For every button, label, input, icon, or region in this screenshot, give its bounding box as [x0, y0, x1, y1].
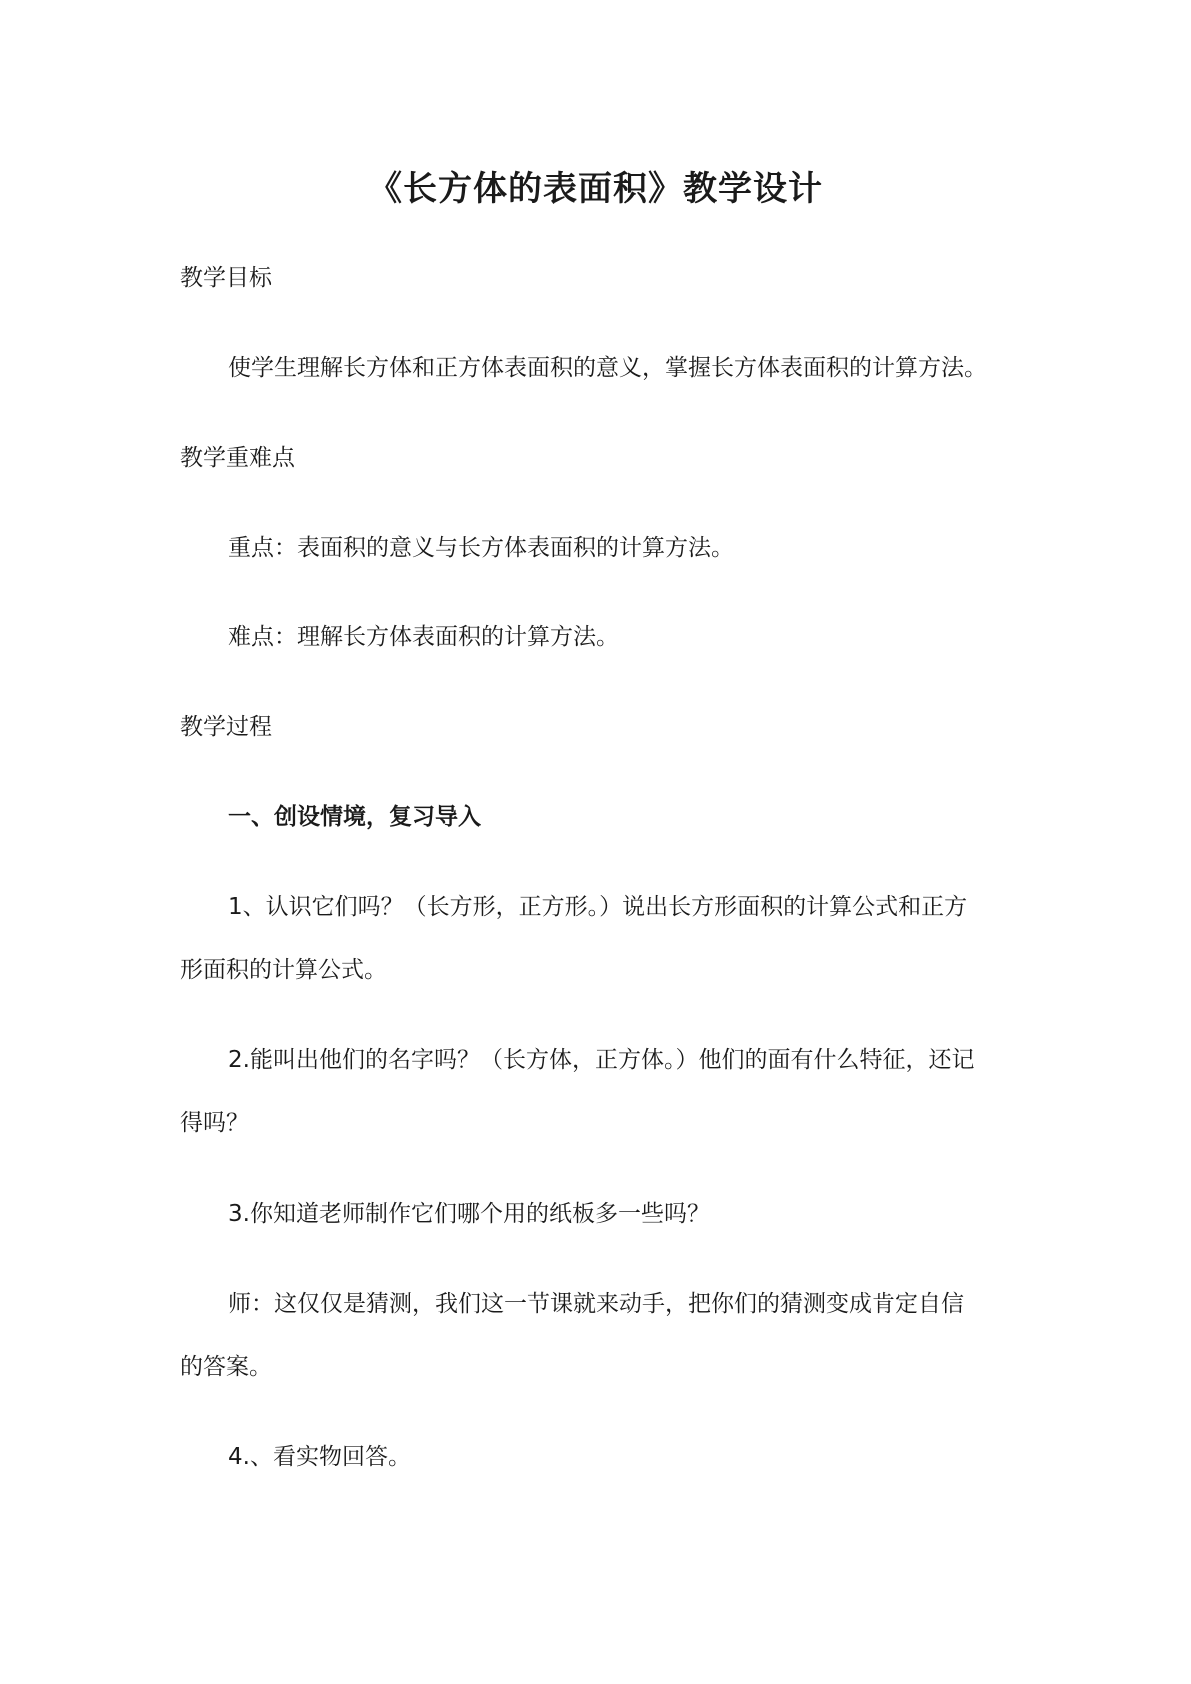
objectives-text: 使学生理解长方体和正方体表面积的意义，掌握长方体表面积的计算方法。	[228, 355, 987, 381]
document-title: 《长方体的表面积》教学设计	[368, 169, 823, 209]
item2-line1: 2.能叫出他们的名字吗？（长方体，正方体。）他们的面有什么特征，还记	[228, 1047, 975, 1073]
teacher-line1: 师：这仅仅是猜测，我们这一节课就来动手，把你们的猜测变成肯定自信	[228, 1291, 964, 1317]
difficult-point-text: 难点：理解长方体表面积的计算方法。	[228, 624, 619, 650]
item1-line1: 1、认识它们吗？（长方形，正方形。）说出长方形面积的计算公式和正方	[228, 894, 968, 920]
teacher-line2: 的答案。	[180, 1354, 272, 1380]
item2-line2: 得吗？	[180, 1110, 249, 1136]
item4-text: 4.、看实物回答。	[228, 1444, 411, 1470]
key-point-text: 重点：表面积的意义与长方体表面积的计算方法。	[228, 535, 734, 561]
item3-text: 3.你知道老师制作它们哪个用的纸板多一些吗？	[228, 1201, 710, 1227]
item1-line2: 形面积的计算公式。	[180, 957, 387, 983]
key-points-heading: 教学重难点	[180, 445, 295, 471]
process-heading: 教学过程	[180, 714, 272, 740]
step1-heading: 一、创设情境，复习导入	[228, 804, 481, 830]
objectives-heading: 教学目标	[180, 265, 272, 291]
